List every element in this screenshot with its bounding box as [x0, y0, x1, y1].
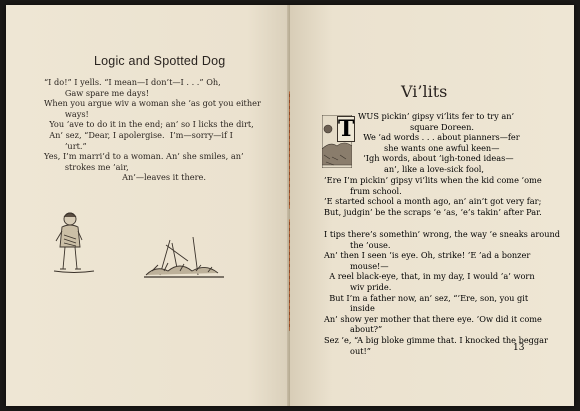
- poem-line: mouse!—: [324, 260, 389, 271]
- poem-line: An’ sez, “Dear, I apolergise. I’m—sorry—if I: [44, 129, 233, 140]
- right-poem-stanza-1: [358, 111, 520, 175]
- poem-line: But I’m a father now, an’ sez, “’Ere, son, you git: [324, 292, 529, 303]
- poem-line: ’urt.”: [44, 140, 87, 151]
- poem-line: frum school.: [324, 185, 402, 196]
- poem-line: A reel black-eye, that, in my day, I would ’a’ worn: [324, 271, 535, 282]
- left-page-title: Logic and Spotted Dog: [94, 54, 226, 68]
- poem-line: We ’ad words . . . about pianners—fer: [358, 132, 520, 143]
- poem-line: ’Igh words, about ’igh-toned ideas—: [358, 153, 514, 164]
- poem-line: out!”: [324, 345, 371, 356]
- left-poem: [44, 77, 261, 183]
- drop-cap-letter: T: [338, 116, 355, 142]
- poem-line: Yes, I’m marri’d to a woman. An’ she smiles, an’: [44, 151, 244, 162]
- poem-line: about?”: [324, 324, 383, 335]
- poem-line: she wants one awful keen—: [358, 142, 500, 153]
- poem-line: WUS pickin’ gipsy vi’lits fer to try an’: [358, 111, 515, 121]
- left-page: [6, 5, 290, 406]
- right-poem-stanza-2: [324, 229, 560, 356]
- page-number: 13: [513, 343, 525, 353]
- poem-line: “I do!” I yells. “I mean—I don’t—I . . .” Oh,: [44, 77, 221, 87]
- poem-line: wiv pride.: [324, 281, 392, 292]
- poem-line: square Doreen.: [358, 121, 474, 132]
- poem-line: You ’ave to do it in the end; an’ so I licks the dirt,: [44, 119, 254, 130]
- poem-line: Gaw spare me days!: [44, 87, 149, 98]
- poem-line: inside: [324, 303, 375, 314]
- right-page-title: Vi’lits: [401, 82, 448, 101]
- poem-line: the ’ouse.: [324, 239, 391, 250]
- poem-line: an’, like a love-sick fool,: [358, 163, 484, 174]
- poem-line: strokes me ’air,: [44, 161, 129, 172]
- poem-line: When you argue wiv a woman she ’as got you either: [44, 98, 261, 109]
- poem-line: But, judgin’ be the scraps ’e ’as, ’e’s takin’ after Par.: [324, 206, 542, 217]
- poem-line: ways!: [44, 108, 89, 119]
- poem-line: ’E started school a month ago, an’ ain’t got very far;: [324, 196, 542, 207]
- poem-line: ’Ere I’m pickin’ gipsy vi’lits when the kid come ’ome: [324, 175, 542, 185]
- man-and-dog-illustration: [48, 205, 228, 280]
- poem-line: I tips there’s somethin’ wrong, the way ’e sneaks around: [324, 229, 560, 239]
- right-poem-stanza-1-cont: [324, 175, 542, 217]
- poem-line: An’—leaves it there.: [44, 172, 206, 183]
- poem-line: An’ show yer mother that there eye. ’Ow did it come: [324, 313, 542, 324]
- poem-line: An’ then I seen ’is eye. Oh, strike! ’E ’ad a bonzer: [324, 250, 531, 261]
- poem-line: Sez ’e, “A big bloke gimme that. I knocked the beggar: [324, 334, 548, 345]
